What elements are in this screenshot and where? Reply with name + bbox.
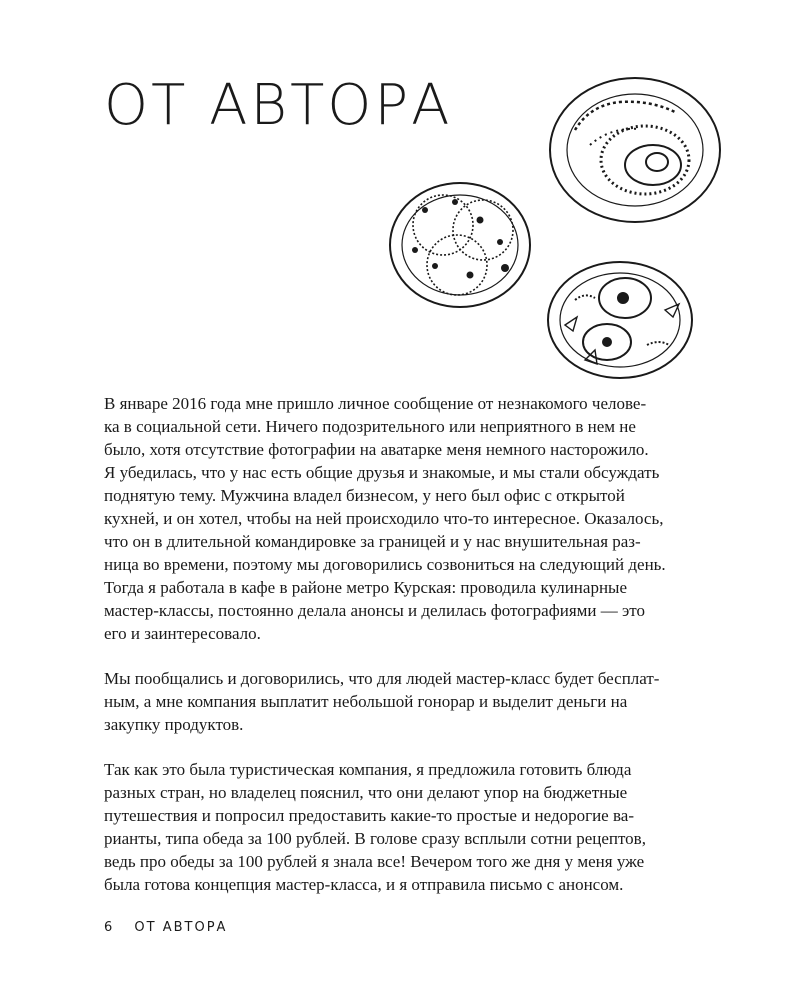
page-number: 6 bbox=[104, 920, 115, 935]
text-line: его и заинтересовало. bbox=[104, 624, 261, 643]
paragraph bbox=[104, 667, 724, 736]
text-line: мастер-классы, постоянно делала анонсы и делилась фотографиями — это bbox=[104, 601, 645, 620]
text-line: закупку продуктов. bbox=[104, 715, 244, 734]
text-line: Так как это была туристическая компания, я предложила готовить блюда bbox=[104, 760, 632, 779]
text-line: поднятую тему. Мужчина владел бизнесом, у него был офис с открытой bbox=[104, 486, 625, 505]
page-title: ОТ АВТОРА bbox=[104, 73, 453, 138]
text-line: ведь про обеды за 100 рублей я знала все! Вечером того же дня у меня уже bbox=[104, 852, 645, 871]
text-line: ка в социальной сети. Ничего подозрительного или неприятного в нем не bbox=[104, 417, 636, 436]
food-plates-illustration bbox=[385, 70, 725, 380]
text-line: Мы пообщались и договорились, что для людей мастер-класс будет бесплат- bbox=[104, 669, 660, 688]
paragraph bbox=[104, 758, 724, 896]
plate-egg-icon bbox=[550, 78, 720, 222]
plate-pancakes-icon bbox=[390, 183, 530, 307]
text-line: ным, а мне компания выплатит небольшой гонорар и выделит деньги на bbox=[104, 692, 628, 711]
text-line: ница во времени, поэтому мы договорились созвониться на следующий день. bbox=[104, 555, 666, 574]
paragraph bbox=[104, 392, 724, 645]
text-line: было, хотя отсутствие фотографии на аватарке меня немного насторожило. bbox=[104, 440, 649, 459]
page-footer bbox=[104, 920, 241, 935]
text-line: путешествия и попросил предоставить какие-то простые и недорогие ва- bbox=[104, 806, 634, 825]
text-line: Тогда я работала в кафе в районе метро Курская: проводила кулинарные bbox=[104, 578, 628, 597]
text-line: что он в длительной командировке за границей и у нас внушительная раз- bbox=[104, 532, 641, 551]
body-text bbox=[104, 392, 724, 918]
text-line: Я убедилась, что у нас есть общие друзья и знакомые, и мы стали обсуждать bbox=[104, 463, 660, 482]
text-line: была готова концепция мастер-класса, и я отправила письмо с анонсом. bbox=[104, 875, 624, 894]
text-line: рианты, типа обеда за 100 рублей. В голове сразу всплыли сотни рецептов, bbox=[104, 829, 646, 848]
text-line: кухней, и он хотел, чтобы на ней происходило что-то интересное. Оказалось, bbox=[104, 509, 664, 528]
text-line: В январе 2016 года мне пришло личное сообщение от незнакомого челове- bbox=[104, 394, 647, 413]
text-line: разных стран, но владелец пояснил, что они делают упор на бюджетные bbox=[104, 783, 628, 802]
running-header: ОТ АВТОРА bbox=[134, 920, 228, 935]
plate-vegetables-icon bbox=[548, 262, 692, 378]
